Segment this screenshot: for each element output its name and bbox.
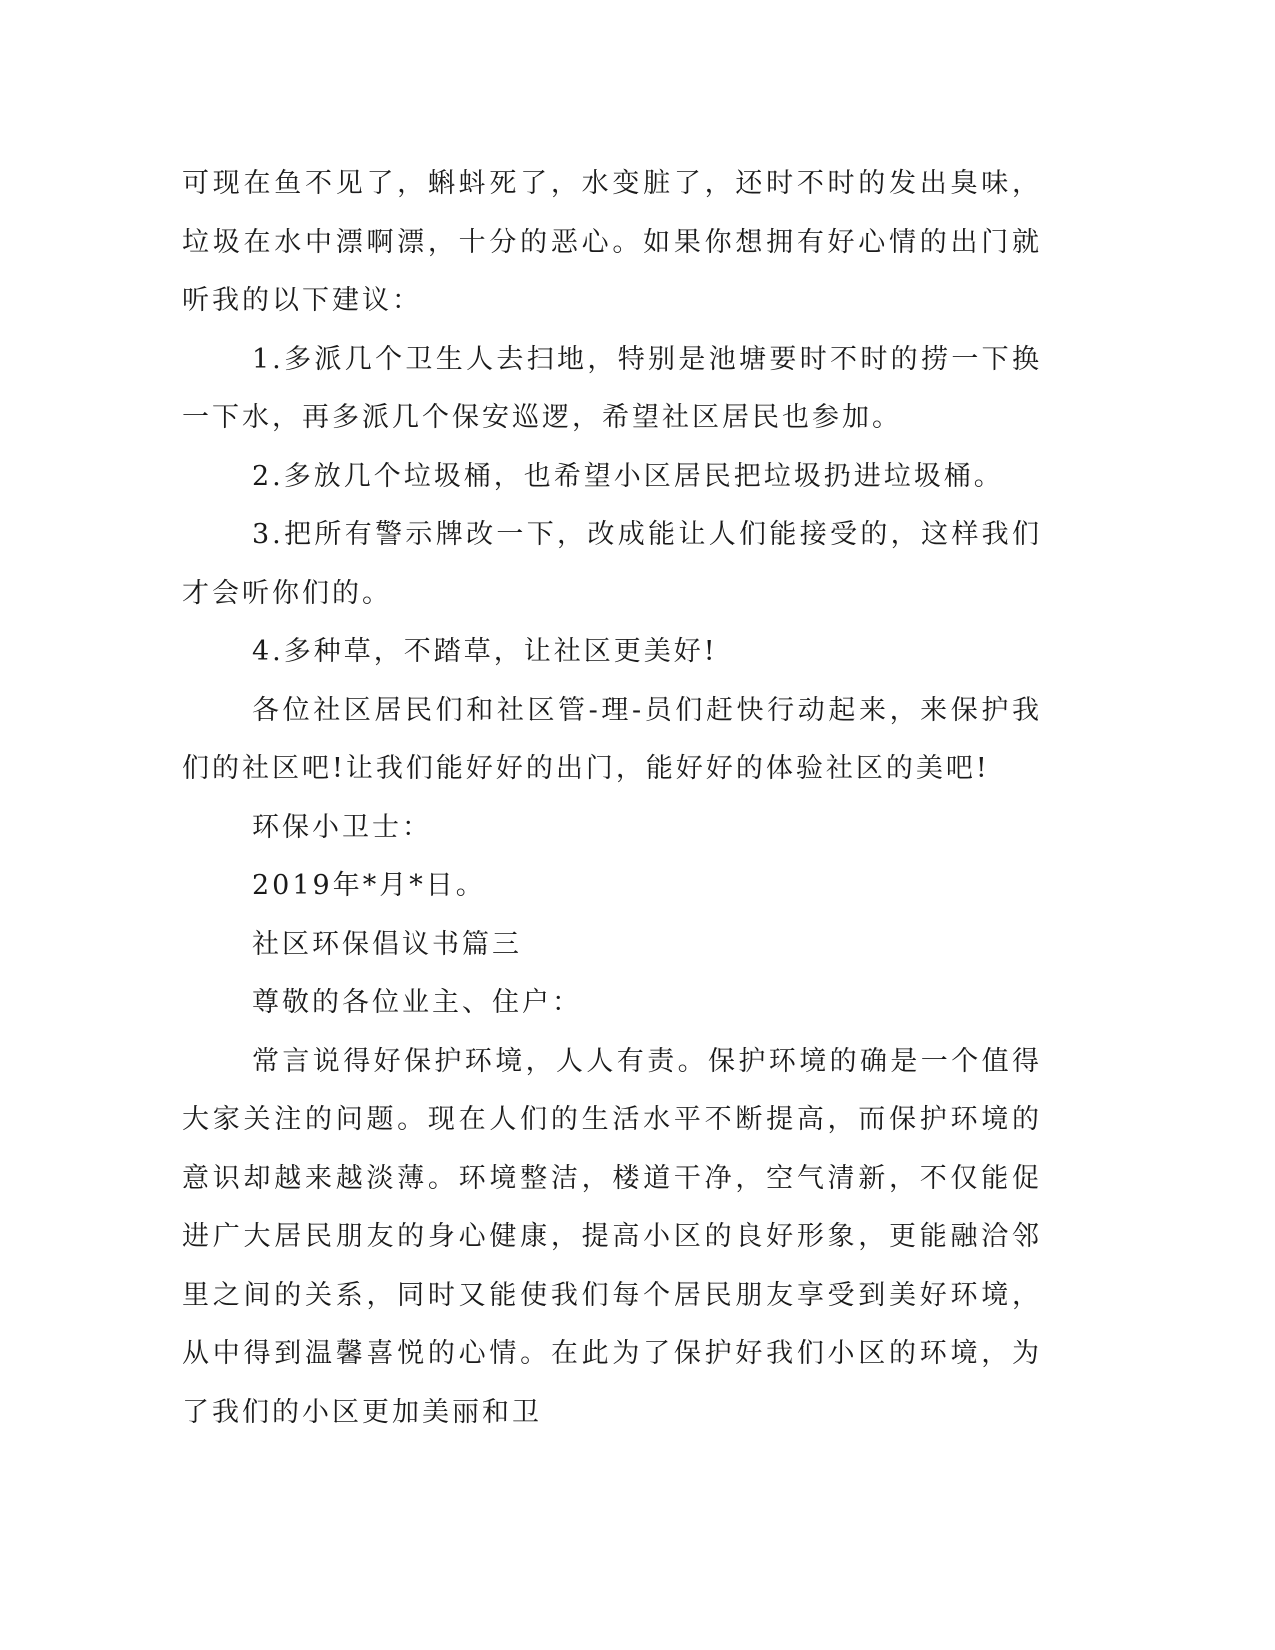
paragraph-suggestion-4: 4.多种草，不踏草，让社区更美好! <box>252 636 718 667</box>
paragraph-suggestion-2: 2.多放几个垃圾桶，也希望小区居民把垃圾扔进垃圾桶。 <box>252 460 1004 492</box>
paragraph-suggestion-3: 3.把所有警示牌改一下，改成能让人们能接受的，这样我们才会听你们的。 <box>182 519 1042 609</box>
paragraph-suggestion-1: 1.多派几个卫生人去扫地，特别是池塘要时不时的捞一下换一下水，再多派几个保安巡逻，希望社区居民也参加。 <box>182 343 1042 433</box>
paragraph-body: 常言说得好保护环境，人人有责。保护环境的确是一个值得大家关注的问题。现在人们的生活水平不断提高，而保护环境的意识却越来越淡薄。环境整洁，楼道干净，空气清新，不仅能促进广大居民朋友的身心健康，提高小区的良好形象，更能融洽邻里之间的关系，同时又能使我们每个居民朋友享受到美好环境，从中得到温馨喜悦的心情。在此为了保护好我们小区的环境，为了我们的小区更加美丽和卫 <box>182 1045 1042 1428</box>
paragraph-call-to-action: 各位社区居民们和社区管-理-员们赶快行动起来，来保护我们的社区吧!让我们能好好的出门，能好好的体验社区的美吧! <box>182 694 1042 784</box>
document-body <box>182 155 1042 1442</box>
section-title: 社区环保倡议书篇三 <box>252 928 522 960</box>
paragraph-intro: 可现在鱼不见了，蝌蚪死了，水变脏了，还时不时的发出臭味，垃圾在水中漂啊漂，十分的恶心。如果你想拥有好心情的出门就听我的以下建议： <box>182 168 1042 316</box>
signature-date: 2019年*月*日。 <box>252 870 486 901</box>
signature-author: 环保小卫士： <box>252 811 432 843</box>
salutation: 尊敬的各位业主、住户： <box>252 987 582 1018</box>
